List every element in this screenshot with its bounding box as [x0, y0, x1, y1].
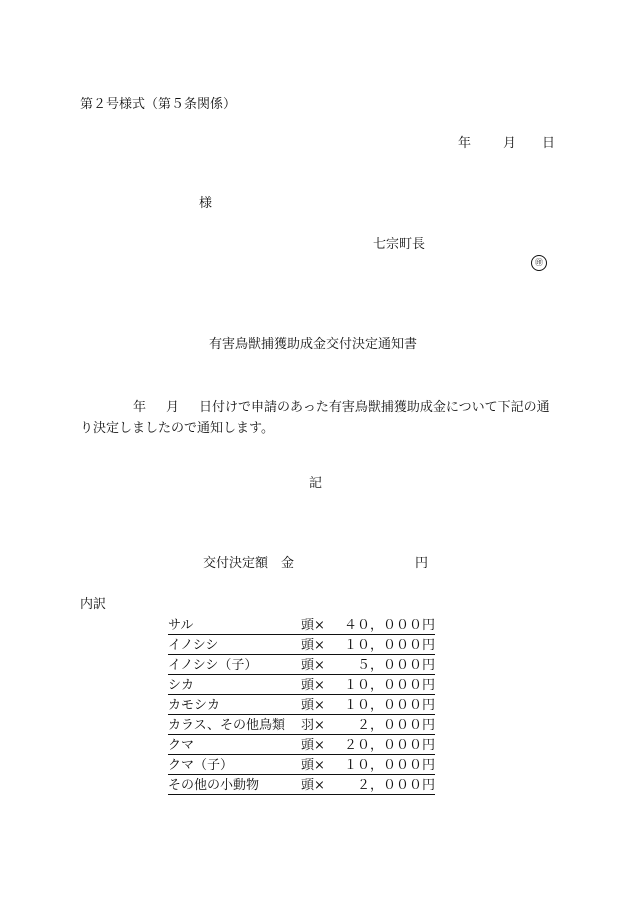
amount-label: 交付決定額 金 — [203, 556, 295, 571]
table-row — [168, 735, 435, 755]
table-row — [168, 775, 435, 795]
count-unit: 頭× — [301, 698, 325, 713]
unit-amount: １０，０００円 — [343, 678, 435, 693]
table-row — [168, 655, 435, 675]
seal-mark: ㊞ — [531, 255, 547, 271]
unit-amount: １０，０００円 — [343, 758, 435, 773]
count-unit: 頭× — [301, 778, 325, 793]
animal-name: サル — [168, 618, 194, 633]
count-unit: 頭× — [301, 638, 325, 653]
recipient-honorific: 様 — [199, 196, 213, 211]
form-number: 第２号様式（第５条関係） — [80, 97, 237, 112]
table-row — [168, 695, 435, 715]
table-row — [168, 615, 435, 635]
count-unit: 頭× — [301, 738, 325, 753]
table-row — [168, 675, 435, 695]
animal-name: クマ（子） — [168, 758, 234, 773]
body-paragraph — [80, 397, 550, 439]
document-title: 有害鳥獣捕獲助成金交付決定通知書 — [209, 337, 418, 352]
date-day-label: 日 — [542, 136, 556, 151]
animal-name: イノシシ（子） — [168, 658, 258, 673]
unit-amount: ２０，０００円 — [343, 738, 435, 753]
animal-name: クマ — [168, 738, 195, 753]
amount-unit: 円 — [415, 556, 429, 571]
unit-amount: ４０，０００円 — [343, 618, 435, 633]
animal-name: イノシシ — [168, 638, 219, 653]
table-row — [168, 715, 435, 735]
animal-name: カモシカ — [168, 698, 221, 713]
animal-name: シカ — [168, 678, 195, 693]
unit-amount: ２，０００円 — [356, 778, 435, 793]
unit-amount: １０，０００円 — [343, 638, 435, 653]
count-unit: 羽× — [301, 718, 325, 733]
count-unit: 頭× — [301, 758, 325, 773]
date-month-label: 月 — [503, 136, 517, 151]
unit-amount: １０，０００円 — [343, 698, 435, 713]
animal-name: カラス、その他鳥類 — [168, 718, 286, 733]
count-unit: 頭× — [301, 618, 325, 633]
body-month-label: 月 — [166, 400, 180, 415]
date-line — [458, 137, 555, 150]
breakdown-heading: 内訳 — [80, 597, 107, 612]
table-row — [168, 755, 435, 775]
unit-amount: ５，０００円 — [356, 658, 435, 673]
unit-amount: ２，０００円 — [356, 718, 435, 733]
ki-heading: 記 — [309, 476, 323, 491]
body-year-label: 年 — [133, 400, 147, 415]
count-unit: 頭× — [301, 658, 325, 673]
count-unit: 頭× — [301, 678, 325, 693]
breakdown-table — [168, 615, 435, 795]
body-text: 日付けで申請のあった有害鳥獣捕獲助成金について下記の通り決定しましたので通知します。 — [80, 400, 550, 436]
issuer-name: 七宗町長 — [373, 237, 426, 252]
animal-name: その他の小動物 — [168, 778, 260, 793]
date-year-label: 年 — [458, 136, 472, 151]
table-row — [168, 635, 435, 655]
